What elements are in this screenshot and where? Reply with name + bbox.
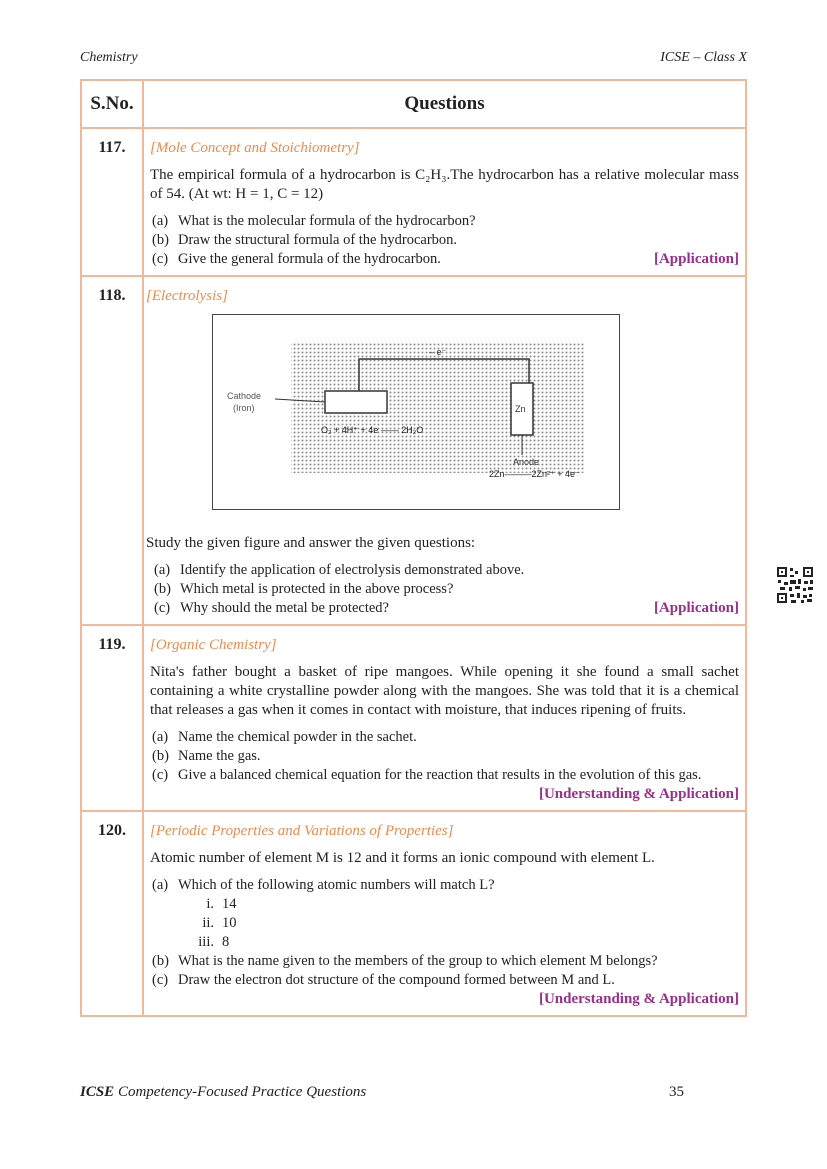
questions-table: [80, 79, 747, 1017]
question-row: [81, 811, 746, 1016]
option-text: Which metal is protected in the above process?: [180, 581, 454, 597]
footer-title-bold: ICSE: [80, 1084, 115, 1100]
question-number: 120.: [81, 811, 143, 1016]
anode-reaction: 2Zn———2Zn²⁺ + 4e⁻: [489, 469, 580, 479]
option-item: [152, 599, 739, 618]
competency-tag: [Understanding & Application]: [538, 991, 739, 1007]
option-item: [150, 971, 739, 990]
question-stem: The empirical formula of a hydrocarbon is C₂H₃.The hydrocarbon has a relative molecular mass of 54. (At wt: H = 1, C = 12): [150, 167, 739, 202]
question-body: [143, 276, 746, 625]
option-text: What is the molecular formula of the hydrocarbon?: [178, 213, 476, 229]
option-label: (a): [154, 562, 171, 578]
option-list: [150, 212, 739, 269]
option-label: (b): [152, 232, 169, 248]
question-number: 117.: [81, 128, 143, 276]
cathode-plate: [325, 391, 387, 413]
option-item: [150, 766, 739, 804]
option-text: Draw the electron dot structure of the compound formed between M and L.: [178, 972, 615, 988]
option-label: (c): [152, 972, 169, 988]
footer-title: [80, 1084, 366, 1101]
competency-tag: [Application]: [653, 600, 739, 616]
question-topic: [Electrolysis]: [146, 288, 228, 304]
question-row: [81, 276, 746, 625]
option-label: (c): [154, 600, 171, 616]
option-text: Identify the application of electrolysis demonstrated above.: [180, 562, 525, 578]
column-header-questions: Questions: [143, 80, 746, 128]
option-list: [150, 952, 739, 990]
question-stem: Atomic number of element M is 12 and it forms an ionic compound with element L.: [150, 850, 655, 866]
option-text: Draw the structural formula of the hydrocarbon.: [178, 232, 458, 248]
question-number: 118.: [81, 276, 143, 625]
option-label: (a): [152, 729, 169, 745]
option-label: (c): [152, 251, 169, 267]
option-list: [150, 876, 739, 895]
cathodic-protection-diagram: [213, 315, 619, 509]
option-text: Give a balanced chemical equation for the reaction that results in the evolution of this gas.: [178, 767, 702, 783]
option-item: [150, 250, 739, 269]
option-label: (a): [152, 213, 169, 229]
question-stem: Nita's father bought a basket of ripe mangoes. While opening it she found a small sachet containing a white crystalline powder along with the mangoes. She was told that it is a chemical that releases a gas when it comes in contact with moisture, that induces ripening of fruits.: [150, 664, 739, 718]
question-topic: [Periodic Properties and Variations of Properties]: [150, 823, 454, 839]
anode-label: Anode: [513, 457, 540, 467]
option-label: (b): [154, 581, 171, 597]
question-number: 119.: [81, 625, 143, 811]
header-class: ICSE – Class X: [660, 50, 747, 65]
cathode-reaction: O₂ + 4H⁺ + 4e —— 2H₂O: [321, 425, 424, 435]
question-body: [143, 625, 746, 811]
sub-option-list: [186, 895, 739, 952]
sub-option-value: 8: [222, 934, 230, 950]
electron-label: – e⁻: [429, 347, 447, 357]
table-header-row: [81, 80, 746, 128]
option-text: Name the chemical powder in the sachet.: [178, 729, 417, 745]
sub-option-value: 10: [222, 915, 237, 931]
option-label: (c): [152, 767, 169, 783]
option-item: [150, 728, 739, 747]
option-text: Why should the metal be protected?: [180, 600, 389, 616]
option-item: [152, 561, 739, 580]
qr-code-icon[interactable]: [776, 566, 814, 604]
sub-option-value: 14: [222, 896, 237, 912]
sub-option-number: ii.: [202, 915, 214, 931]
column-header-sno: S.No.: [81, 80, 143, 128]
option-list: [150, 728, 739, 804]
page-number: 35: [669, 1084, 684, 1100]
option-text: Give the general formula of the hydrocarbon.: [178, 251, 441, 267]
option-item: [150, 212, 739, 231]
sub-option-number: i.: [206, 896, 214, 912]
question-row: [81, 625, 746, 811]
option-text: Name the gas.: [178, 748, 261, 764]
competency-tag: [Application]: [653, 251, 739, 267]
question-row: [81, 128, 746, 276]
question-body: [143, 811, 746, 1016]
option-label: (b): [152, 953, 169, 969]
sub-option-item: [186, 933, 739, 952]
question-body: [143, 128, 746, 276]
sub-option-item: [186, 895, 739, 914]
footer-title-rest: Competency-Focused Practice Questions: [114, 1084, 367, 1100]
cathode-material-label: (Iron): [233, 403, 255, 413]
option-text: Which of the following atomic numbers will match L?: [178, 877, 495, 893]
option-text: What is the name given to the members of the group to which element M belongs?: [178, 953, 658, 969]
option-list: [146, 561, 739, 618]
sub-option-number: iii.: [198, 934, 214, 950]
competency-tag: [Understanding & Application]: [538, 786, 739, 802]
zinc-label: Zn: [515, 404, 526, 414]
option-label: (b): [152, 748, 169, 764]
electrolysis-figure: [212, 314, 620, 510]
option-item: [150, 876, 739, 895]
question-topic: [Mole Concept and Stoichiometry]: [150, 140, 360, 156]
option-item: [150, 231, 739, 250]
header-subject: Chemistry: [80, 50, 138, 65]
option-label: (a): [152, 877, 169, 893]
question-topic: [Organic Chemistry]: [150, 637, 277, 653]
option-item: [150, 747, 739, 766]
question-stem: Study the given figure and answer the given questions:: [146, 535, 476, 551]
sub-option-item: [186, 914, 739, 933]
option-item: [152, 580, 739, 599]
cathode-label: Cathode: [227, 391, 262, 401]
option-item: [150, 952, 739, 971]
